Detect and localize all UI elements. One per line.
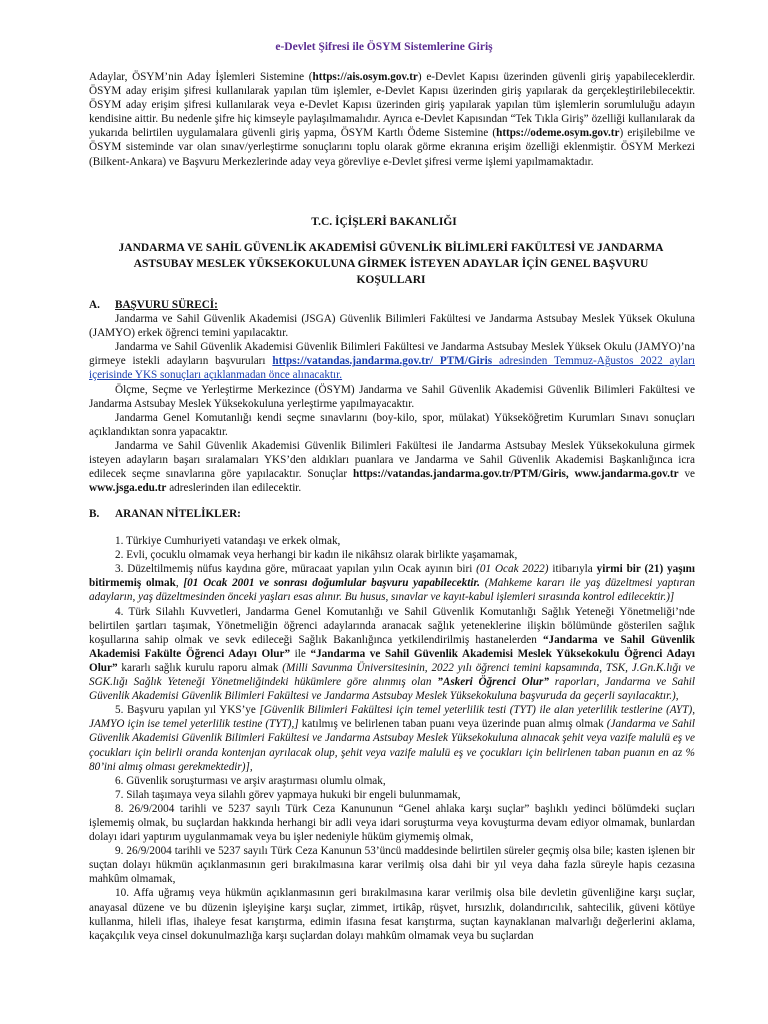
item-3-text-1: 3. Düzeltilmemiş nüfus kaydına göre, müracaat yapılan yılın Ocak ayının biri [115, 563, 477, 576]
qualifications-list [89, 534, 695, 943]
section-a-p5-text-1: Jandarma ve Sahil Güvenlik Akademisi Güvenlik Bilimleri Fakültesi ile Jandarma Astsubay Meslek Yüksekokuluna girmek isteyen adayların başarı sıralamaları YKS’den aldıkları puanlara ve Jandarma ve Sahil Güvenlik Akademisi Başkanlığınca icra edilecek seçme sınavlarına göre yapılacaktır. Sonuçlar [89, 439, 695, 481]
list-item: 1. Türkiye Cumhuriyeti vatandaşı ve erkek olmak, [115, 535, 341, 548]
section-b-heading [89, 507, 695, 521]
list-item [89, 605, 695, 704]
list-item: 9. 26/9/2004 tarihli ve 5237 sayılı Türk Ceza Kanunun 53’üncü maddesinde belirtilen süreler geçmiş olsa bile; kasten işlenen bir suçtan dolayı hükmün açıklanmasının geri bırakılmasına karar verilmiş olsa dahi bir yıl veya daha fazla süreyle hapis cezasına mahkûm olmamak, [89, 845, 695, 886]
odeme-url: https://odeme.osym.gov.tr [496, 127, 620, 140]
section-b-letter: B. [89, 508, 100, 520]
section-a-p5-and: ve [678, 468, 696, 481]
results-url-1: https://vatandas.jandarma.gov.tr/PTM/Giris [352, 468, 566, 481]
section-a-p5-comma: , [565, 468, 575, 481]
section-required-qualifications [89, 507, 695, 943]
section-a-paragraph-3: Ölçme, Seçme ve Yerleştirme Merkezince (ÖSYM) Jandarma ve Sahil Güvenlik Akademisi Güvenlik Bilimleri Fakültesi ve Jandarma Astsubay Meslek Yüksekokuluna yerleştirme yapılmayacaktır. [89, 383, 695, 410]
jandarma-ptm-link[interactable]: https://vatandas.jandarma.gov.tr/ PTM/Giris [272, 355, 493, 368]
item-5-text-2: katılmış ve belirlenen taban puanı veya üzerinde puan almış olmak [298, 718, 607, 731]
section-application-process [89, 298, 695, 495]
section-b-title: ARANAN NİTELİKLER: [115, 508, 241, 520]
list-item: 2. Evli, çocuklu olmamak veya herhangi bir kadın ile nikâhsız olarak birlikte yaşamamak, [115, 549, 518, 562]
section-a-p5-text-2: adreslerinden ilan edilecektir. [166, 482, 302, 495]
item-3-date: (01 Ocak 2022) [476, 563, 549, 576]
list-item: 7. Silah taşımaya veya silahlı görev yapmaya hukuki bir engeli bulunmamak, [115, 788, 461, 801]
ais-url: https://ais.osym.gov.tr [312, 71, 418, 83]
intro-text-1: Adaylar, ÖSYM’nin Aday İşlemleri Sistemine ( [89, 71, 313, 83]
item-5-quota-note: (Jandarma ve Sahil Güvenlik Akademisi Güvenlik Bilimleri Fakültesi ve Jandarma Astsubay Meslek Yüksekokuluna alınacak şehit veya vazife malulü eş ve çocukları için belirli oranda kontenjan ayrılacak olup, şehit veya vazife malulü eş ve çocukları için belirlenen taban puanın en az % 80’ini almış olması gerekmektedir)], [89, 718, 696, 773]
results-url-3: www.jsga.edu.tr [89, 482, 167, 495]
document-title: e-Devlet Şifresi ile ÖSYM Sistemlerine Giriş [275, 41, 493, 53]
item-4-school-report: “Jandarma ve Sahil Güvenlik Akademisi Meslek Yüksekokulu Öğrenci Adayı Olur” [89, 647, 695, 674]
item-3-age-limit: yirmi bir (21) yaşını bitirmemiş olmak [89, 563, 696, 590]
intro-text-2: ) e-Devlet Kapısı üzerinden güvenli giriş yapabileceklerdir. ÖSYM aday erişim şifresi kullanılarak yapılan tüm işlemler, e-Devlet Kapısı üzerinden giriş yapılarak da gerçekleştirilebilecektir. ÖSYM aday erişim şifresi kullanılarak veya e-Devlet Kapısı üzerinden giriş yapılarak yapılan tüm işlemlerin sorumluluğu adayın kendisine aittir. Bu nedenle şifre hiç kimseyle paylaşılmamalıdır. Ayrıca e-Devlet Kapısından “Tek Tıkla Giriş” özelliği kullanılarak da yukarıda belirtilen uygulamalara güvenli giriş yapma, ÖSYM Kartlı Ödeme Sistemine ( [89, 71, 695, 140]
section-a-paragraph-4: Jandarma Genel Komutanlığı kendi seçme sınavlarını (boy-kilo, spor, mülakat) Yükseköğretim Kurumları Sınavı sonuçları açıklandıktan sonra yapacaktır. [89, 411, 695, 438]
item-3-comma: , [175, 577, 184, 590]
intro-paragraph [89, 70, 695, 169]
item-5-test-note: [Güvenlik Bilimleri Fakültesi için temel yeterlilik testi (TYT) ile alan yeterlilik testlerine (AYT), JAMYO için ise temel yeterlilik testine (TYT),] [89, 704, 695, 731]
jandarma-ptm-link-text[interactable]: adresinden Temmuz-Ağustos 2022 ayları içerisinde YKS sonuçları açıklanmadan önce alınacaktır. [89, 355, 695, 382]
section-a-p2-text: Jandarma ve Sahil Güvenlik Akademisi Güvenlik Bilimleri Fakültesi ve Jandarma Astsubay Meslek Yüksek Okulu (JAMYO)’na girmeye istekli adayların başvuruları [89, 341, 695, 368]
section-a-paragraph-1: Jandarma ve Sahil Güvenlik Akademisi (JSGA) Güvenlik Bilimleri Fakültesi ve Jandarma Astsubay Meslek Yüksek Okuluna (JAMYO) erkek öğrenci temini yapılacaktır. [89, 313, 695, 340]
item-3-court-note: (Mahkeme kararı ile yaş düzeltmesi yaptıran adayların, yaş düzeltmesinden önceki yaşları esas alınır. Bu husus, sınavlar ve kayıt-kabul işlemleri sırasında kontrol edilecektir.)] [89, 577, 695, 604]
list-item [89, 703, 695, 773]
item-3-birth-note: [01 Ocak 2001 ve sonrası doğumlular başvuru yapabilecektir. [183, 577, 480, 590]
section-a-letter: A. [89, 299, 100, 311]
list-item [89, 562, 695, 604]
intro-text-3: ) erişilebilme ve ÖSYM sisteminde var olan sınav/yerleştirme sonuçlarını toplu olarak görme ekranına erişim özelliği eklenmiştir. ÖSYM Merkezi (Bilkent-Ankara) ve Başvuru Merkezlerinde aday veya görevliye e-Devlet şifresi verme işlemi yapılmamaktadır. [89, 127, 695, 168]
list-item: 10. Affa uğramış veya hükmün açıklanmasının geri bırakılmasına karar verilmiş olsa bile devletin güvenliğine karşı suçlar, anayasal düzene ve bu düzenin işleyişine karşı suçlar, zimmet, irtikâp, rüşvet, hırsızlık, dolandırıcılık, sahtecilik, güveni kötüye kullanma, hileli iflas, ihaleye fesat karıştırma, edimin ifasına fesat karıştırma, suçtan kaynaklanan malvarlığı değerlerini aklama, kaçakçılık veya cinsel dokunulmazlığa karşı suçlardan dolayı mahkûm olmamak veya bu suçlardan [89, 887, 695, 942]
item-4-text-1: 4. Türk Silahlı Kuvvetleri, Jandarma Genel Komutanlığı ve Sahil Güvenlik Komutanlığı Sağlık Yeteneği Yönetmeliği’nde belirtilen şartları taşımak, Yönetmeliğin öğrenci adaylarında aranacak sağlık yeteneklerine ilişkin bölümünde gösterilen sağlık koşullarına sahip olmak ve sevk edileceği Sağlık Bakanlığınca yetkilendirilmiş hastanelerden [89, 605, 695, 646]
item-4-msu-note: (Milli Savunma Üniversitesinin, 2022 yılı öğrenci temini kapsamında, TSK, J.Gn.K.lığı ve SGK.lığı Sağlık Yeteneği Yönetmeliğindeki hükümlere göre alınmış olan [89, 661, 695, 689]
item-3-text-2: itibarıyla [548, 563, 597, 576]
item-4-military-report: ”Askeri Öğrenci Olur” [437, 676, 549, 689]
results-url-2: www.jandarma.gov.tr [574, 468, 679, 481]
item-4-faculty-report: “Jandarma ve Sahil Güvenlik Akademisi Fakülte Öğrenci Adayı Olur” [89, 633, 695, 660]
item-4-validity-note: raporları, Jandarma ve Sahil Güvenlik Akademisi Güvenlik Bilimleri Fakültesi ve Jandarma Astsubay Meslek Yüksekokuluna başvuruda da geçerli sayılacaktır.), [89, 676, 696, 703]
section-a-paragraph-5 [89, 439, 695, 495]
section-a-title: BAŞVURU SÜRECİ: [115, 299, 218, 311]
item-4-ile: ile [290, 647, 311, 660]
item-5-text-1: 5. Başvuru yapılan yıl YKS’ye [115, 704, 260, 717]
main-heading: JANDARMA VE SAHİL GÜVENLİK AKADEMİSİ GÜVENLİK BİLİMLERİ FAKÜLTESİ VE JANDARMA ASTSUBAY MESLEK YÜKSEKOKULUNA GİRMEK İSTEYEN ADAYLAR İÇİN GENEL BAŞVURU KOŞULLARI [118, 242, 664, 286]
section-a-heading [89, 298, 695, 312]
list-item: 6. Güvenlik soruşturması ve arşiv araştırması olumlu olmak, [115, 774, 386, 787]
item-4-text-2: kararlı sağlık kurulu raporu almak [117, 661, 283, 674]
ministry-heading: T.C. İÇİŞLERİ BAKANLIĞI [311, 216, 457, 228]
list-item: 8. 26/9/2004 tarihli ve 5237 sayılı Türk Ceza Kanununun “Genel ahlaka karşı suçlar” başlıklı yedinci bölümdeki suçları işlememiş olmak, bu suçlardan hakkında herhangi bir adli veya idari soruşturma veya kovuşturma devam ediyor olmamak, bunlardan dolayı idari yaptırım uygulanmamak veya bu işler nedeniyle hüküm giymemiş olmak, [89, 802, 695, 844]
section-a-paragraph-2 [89, 340, 695, 382]
